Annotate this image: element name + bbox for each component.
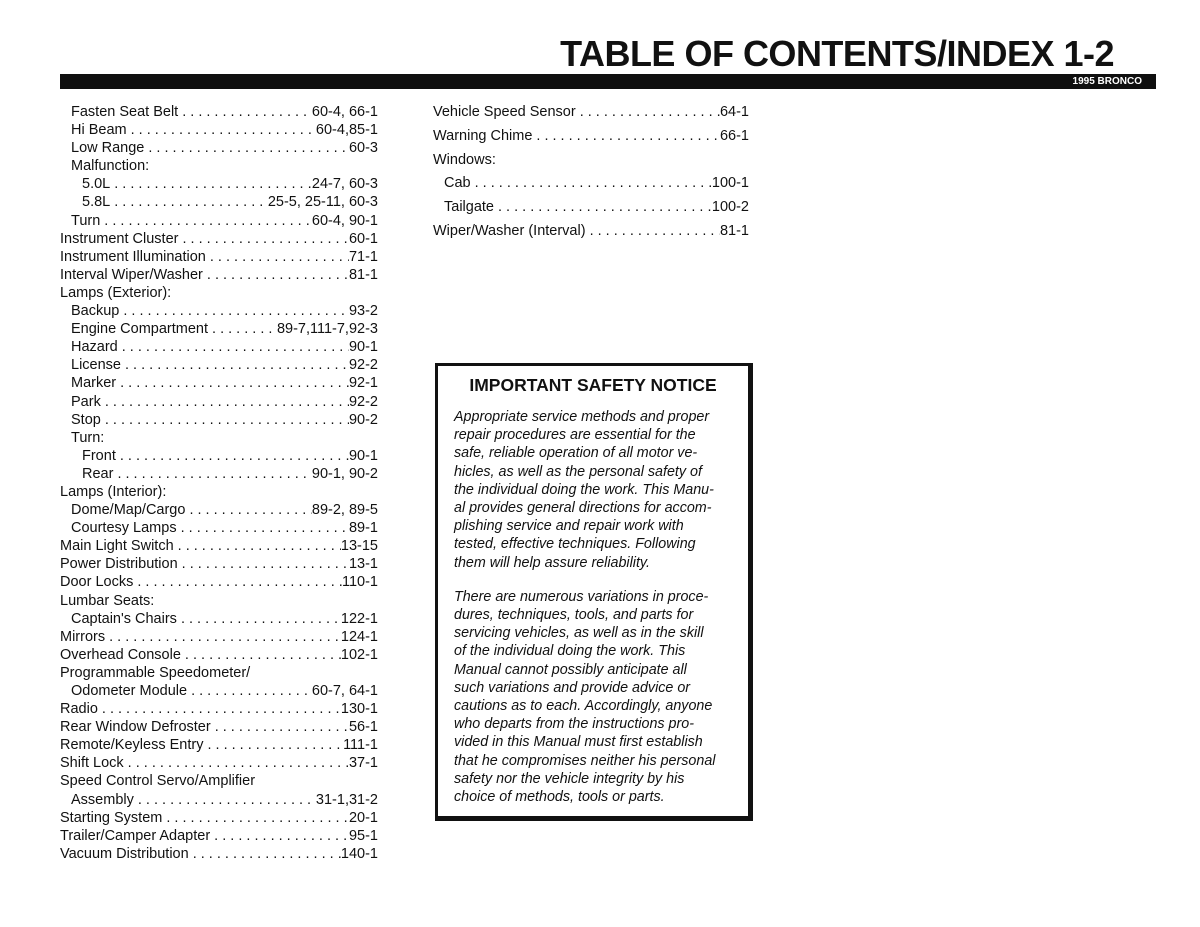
dot-leader bbox=[162, 809, 349, 827]
index-entry bbox=[60, 610, 378, 628]
index-entry bbox=[60, 230, 378, 248]
safety-notice-line: safe, reliable operation of all motor ve- bbox=[454, 445, 698, 462]
index-entry-label: Engine Compartment bbox=[71, 321, 209, 338]
safety-notice-line: repair procedures are essential for the bbox=[454, 427, 696, 444]
index-entry-label: Overhead Console bbox=[60, 646, 181, 663]
dot-leader bbox=[116, 447, 349, 465]
index-entry-page: 124-1 bbox=[340, 628, 378, 645]
index-entry-label: Instrument Illumination bbox=[60, 248, 206, 265]
index-entry-page: 24-7, 60-3 bbox=[311, 176, 378, 193]
index-entry-label: Odometer Module bbox=[71, 683, 188, 699]
dot-leader bbox=[178, 103, 312, 121]
safety-notice-line: choice of methods, tools or parts. bbox=[454, 789, 665, 806]
index-entry-label: Rear Window Defroster bbox=[60, 719, 211, 736]
index-column-left bbox=[60, 103, 378, 863]
safety-notice-line: dures, techniques, tools, and parts for bbox=[454, 607, 694, 624]
index-entry-page: 25-5, 25-11, 60-3 bbox=[267, 194, 378, 211]
header-rule bbox=[60, 74, 1156, 89]
dot-leader bbox=[174, 537, 341, 555]
index-entry bbox=[60, 411, 378, 429]
safety-notice-line: Manual cannot possibly anticipate all bbox=[454, 661, 687, 678]
dot-leader bbox=[203, 736, 343, 754]
safety-notice-box bbox=[435, 363, 753, 821]
index-entry-page: 92-2 bbox=[348, 393, 378, 410]
safety-notice-title: IMPORTANT SAFETY NOTICE bbox=[469, 375, 717, 395]
index-entry bbox=[60, 592, 378, 610]
dot-leader bbox=[494, 196, 712, 220]
dot-leader bbox=[185, 501, 311, 519]
index-entry bbox=[60, 519, 378, 537]
index-entry-label: Dome/Map/Cargo bbox=[71, 502, 186, 519]
index-entry-page: 31-1,31-2 bbox=[315, 791, 378, 808]
dot-leader bbox=[178, 555, 349, 573]
index-entry-page: 81-1 bbox=[348, 266, 378, 283]
index-entry-page: 64-1 bbox=[719, 104, 749, 120]
index-entry bbox=[60, 772, 378, 790]
index-entry-label: Radio bbox=[60, 701, 98, 718]
index-entry-page: 81-1 bbox=[719, 222, 749, 239]
index-entry-label: Lamps (Exterior): bbox=[60, 284, 172, 301]
index-entry bbox=[60, 447, 378, 465]
index-entry bbox=[60, 483, 378, 501]
index-entry-page: 37-1 bbox=[348, 755, 378, 772]
dot-leader bbox=[576, 101, 720, 125]
index-entry-label: Assembly bbox=[71, 791, 134, 808]
index-entry-page: 89-7,111-7,92-3 bbox=[276, 321, 378, 338]
safety-notice-line: al provides general directions for accom- bbox=[454, 500, 712, 517]
safety-notice-line: cautions as to each. Accordingly, anyone bbox=[454, 698, 713, 715]
index-entry-label: Programmable Speedometer/ bbox=[60, 664, 251, 681]
index-entry bbox=[60, 682, 378, 700]
index-entry bbox=[60, 248, 378, 266]
dot-leader bbox=[471, 172, 712, 196]
index-entry bbox=[60, 646, 378, 664]
dot-leader bbox=[110, 175, 312, 193]
index-entry bbox=[60, 320, 378, 338]
index-entry bbox=[60, 664, 378, 682]
index-entry-label: Courtesy Lamps bbox=[71, 520, 177, 537]
index-entry-label: Hazard bbox=[71, 339, 118, 356]
safety-notice-line: that he compromises neither his personal bbox=[454, 752, 716, 769]
index-entry bbox=[433, 220, 749, 244]
index-entry-page: 89-2, 89-5 bbox=[311, 502, 378, 519]
dot-leader bbox=[101, 393, 349, 411]
dot-leader bbox=[98, 700, 341, 718]
index-entry bbox=[60, 465, 378, 483]
index-entry bbox=[60, 266, 378, 284]
index-entry-page: 13-15 bbox=[340, 538, 378, 555]
index-entry bbox=[60, 555, 378, 573]
safety-notice-paragraph bbox=[454, 588, 734, 806]
dot-leader bbox=[210, 827, 349, 845]
index-entry-page: 140-1 bbox=[340, 845, 378, 862]
index-entry bbox=[433, 101, 749, 125]
index-entry-label: Door Locks bbox=[60, 574, 134, 591]
index-entry-page: 90-1, 90-2 bbox=[311, 465, 378, 482]
safety-notice-line: plishing service and repair work with bbox=[454, 518, 684, 535]
index-entry-page: 60-4, 90-1 bbox=[311, 212, 378, 229]
index-entry bbox=[60, 845, 378, 863]
index-entry bbox=[60, 284, 378, 302]
index-entry-label: License bbox=[71, 357, 121, 374]
dot-leader bbox=[206, 248, 349, 266]
index-entry bbox=[60, 809, 378, 827]
index-entry-label: Vehicle Speed Sensor bbox=[433, 104, 576, 120]
dot-leader bbox=[177, 610, 341, 628]
index-entry-page: 90-2 bbox=[348, 411, 378, 428]
index-entry-label: Warning Chime bbox=[433, 127, 533, 144]
index-entry bbox=[60, 103, 378, 121]
index-entry-page: 60-4, 66-1 bbox=[311, 104, 378, 120]
index-entry-page: 92-2 bbox=[348, 357, 378, 374]
dot-leader bbox=[203, 266, 349, 284]
index-entry-label: Remote/Keyless Entry bbox=[60, 737, 204, 754]
index-entry-page: 20-1 bbox=[348, 809, 378, 826]
index-entry-label: Fasten Seat Belt bbox=[71, 104, 179, 120]
safety-notice-line: servicing vehicles, as well as in the skill bbox=[454, 625, 704, 642]
dot-leader bbox=[144, 139, 349, 157]
safety-notice-line: of the individual doing the work. This bbox=[454, 643, 686, 660]
dot-leader bbox=[181, 646, 341, 664]
dot-leader bbox=[187, 682, 312, 700]
index-entry-page: 93-2 bbox=[348, 303, 378, 320]
index-entry-label: Malfunction: bbox=[71, 158, 150, 175]
index-entry bbox=[60, 193, 378, 211]
index-entry-page: 60-7, 64-1 bbox=[311, 683, 378, 699]
dot-leader bbox=[133, 573, 342, 591]
index-entry bbox=[60, 501, 378, 519]
dot-leader bbox=[134, 791, 316, 809]
index-entry bbox=[433, 125, 749, 149]
dot-leader bbox=[124, 754, 349, 772]
index-entry-page: 92-1 bbox=[348, 375, 378, 392]
index-entry bbox=[60, 212, 378, 230]
dot-leader bbox=[178, 230, 349, 248]
index-entry-label: Shift Lock bbox=[60, 755, 124, 772]
index-entry bbox=[60, 700, 378, 718]
index-entry-label: Marker bbox=[71, 375, 117, 392]
dot-leader bbox=[121, 356, 349, 374]
index-entry bbox=[60, 393, 378, 411]
page-title: TABLE OF CONTENTS/INDEX 1-2 bbox=[560, 33, 1114, 74]
index-entry-label: Windows: bbox=[433, 151, 496, 168]
index-entry-page: 90-1 bbox=[348, 447, 378, 464]
index-entry-page: 13-1 bbox=[348, 556, 378, 573]
dot-leader bbox=[119, 302, 349, 320]
index-entry bbox=[60, 175, 378, 193]
index-entry bbox=[60, 302, 378, 320]
dot-leader bbox=[189, 845, 341, 863]
index-column-right bbox=[433, 101, 749, 244]
index-entry-label: Park bbox=[71, 393, 101, 410]
index-entry bbox=[433, 149, 749, 173]
vehicle-label: 1995 BRONCO bbox=[1072, 76, 1142, 87]
index-entry-label: Hi Beam bbox=[71, 122, 127, 139]
dot-leader bbox=[105, 628, 341, 646]
dot-leader bbox=[177, 519, 349, 537]
index-entry-page: 111-1 bbox=[343, 737, 378, 754]
index-entry bbox=[60, 374, 378, 392]
dot-leader bbox=[532, 125, 720, 149]
safety-notice-line: hicles, as well as the personal safety of bbox=[454, 463, 702, 480]
index-entry bbox=[60, 139, 378, 157]
index-entry-label: Vacuum Distribution bbox=[60, 845, 189, 862]
index-entry-page: 122-1 bbox=[340, 610, 378, 627]
index-entry-label: Main Light Switch bbox=[60, 538, 174, 555]
index-entry-page: 90-1 bbox=[348, 339, 378, 356]
safety-notice-line: who departs from the instructions pro- bbox=[454, 716, 694, 733]
index-entry-label: Tailgate bbox=[444, 199, 494, 216]
index-entry-label: Speed Control Servo/Amplifier bbox=[60, 773, 256, 790]
index-entry-page: 100-1 bbox=[711, 175, 749, 192]
dot-leader bbox=[113, 465, 311, 483]
index-entry-page: 89-1 bbox=[348, 520, 378, 537]
index-entry-page: 110-1 bbox=[341, 574, 378, 591]
index-entry-label: Interval Wiper/Washer bbox=[60, 266, 203, 283]
index-entry-label: Turn: bbox=[71, 429, 105, 446]
safety-notice-line: safety nor the vehicle integrity by his bbox=[454, 770, 685, 787]
safety-notice-line: them will help assure reliability. bbox=[454, 554, 650, 571]
index-entry-label: 5.8L bbox=[82, 194, 111, 211]
index-entry bbox=[60, 429, 378, 447]
index-entry bbox=[60, 157, 378, 175]
index-entry-page: 102-1 bbox=[340, 646, 378, 663]
index-entry-label: Low Range bbox=[71, 140, 145, 157]
index-entry-label: Instrument Cluster bbox=[60, 230, 179, 247]
dot-leader bbox=[116, 374, 349, 392]
index-entry bbox=[60, 121, 378, 139]
index-entry-label: Front bbox=[82, 447, 116, 464]
safety-notice-line: Appropriate service methods and proper bbox=[454, 409, 710, 425]
dot-leader bbox=[208, 320, 277, 338]
safety-notice-body bbox=[438, 408, 748, 806]
index-entry bbox=[60, 754, 378, 772]
index-entry-page: 60-3 bbox=[348, 140, 378, 157]
dot-leader bbox=[118, 338, 349, 356]
safety-notice-paragraph bbox=[454, 408, 734, 572]
dot-leader bbox=[127, 121, 316, 139]
index-entry bbox=[60, 718, 378, 736]
safety-notice-line: vided in this Manual must first establish bbox=[454, 734, 703, 751]
index-entry bbox=[60, 827, 378, 845]
index-entry bbox=[60, 791, 378, 809]
dot-leader bbox=[110, 193, 268, 211]
index-entry bbox=[60, 537, 378, 555]
index-entry-label: Captain's Chairs bbox=[71, 610, 177, 627]
index-entry bbox=[60, 628, 378, 646]
index-entry-label: Lamps (Interior): bbox=[60, 483, 167, 500]
index-entry-page: 60-1 bbox=[348, 230, 378, 247]
index-entry bbox=[433, 196, 749, 220]
index-entry-label: 5.0L bbox=[82, 176, 111, 193]
index-entry bbox=[60, 338, 378, 356]
index-entry-label: Starting System bbox=[60, 809, 163, 826]
index-entry bbox=[60, 736, 378, 754]
index-entry-label: Turn bbox=[71, 212, 101, 229]
index-entry-label: Power Distribution bbox=[60, 556, 178, 573]
dot-leader bbox=[100, 212, 312, 230]
dot-leader bbox=[101, 411, 349, 429]
index-entry-label: Backup bbox=[71, 303, 120, 320]
index-entry-page: 130-1 bbox=[340, 701, 378, 718]
index-entry bbox=[60, 356, 378, 374]
safety-notice-line: the individual doing the work. This Manu- bbox=[454, 481, 714, 498]
dot-leader bbox=[211, 718, 349, 736]
index-entry-label: Mirrors bbox=[60, 628, 106, 645]
index-entry bbox=[433, 172, 749, 196]
index-entry-page: 100-2 bbox=[711, 199, 749, 216]
index-entry bbox=[60, 573, 378, 591]
index-entry-page: 95-1 bbox=[348, 827, 378, 844]
index-entry-label: Trailer/Camper Adapter bbox=[60, 827, 211, 844]
index-entry-page: 56-1 bbox=[348, 719, 378, 736]
safety-notice-line: tested, effective techniques. Following bbox=[454, 536, 696, 553]
index-entry-page: 71-1 bbox=[348, 248, 378, 265]
safety-notice-line: such variations and provide advice or bbox=[454, 679, 691, 696]
index-entry-page: 66-1 bbox=[719, 127, 749, 144]
index-entry-page: 60-4,85-1 bbox=[315, 122, 378, 139]
index-entry-label: Rear bbox=[82, 465, 114, 482]
dot-leader bbox=[586, 220, 720, 244]
safety-notice-line: There are numerous variations in proce- bbox=[454, 588, 709, 605]
index-entry-label: Wiper/Washer (Interval) bbox=[433, 222, 586, 239]
index-entry-label: Stop bbox=[71, 411, 101, 428]
index-entry-label: Lumbar Seats: bbox=[60, 592, 155, 609]
index-entry-label: Cab bbox=[444, 175, 471, 192]
